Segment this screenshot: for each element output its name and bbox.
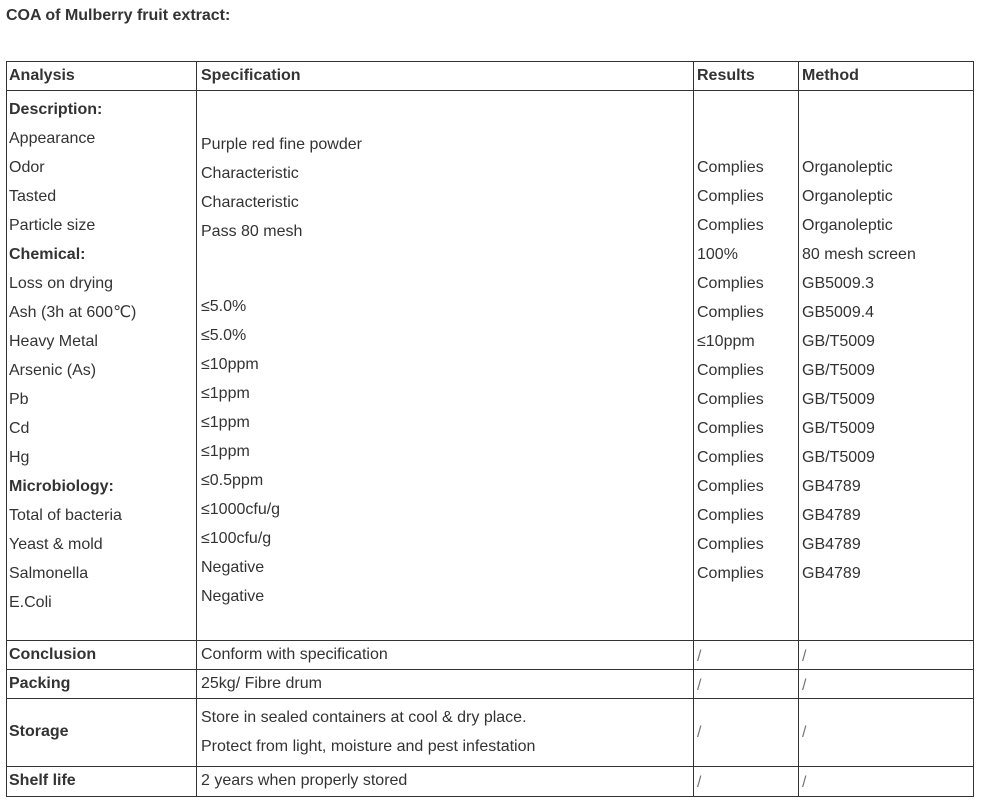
method-value: GB/T5009 [802,333,875,350]
method-value: GB/T5009 [802,362,875,379]
method-value: GB4789 [802,565,861,582]
result-value: Complies [697,217,764,234]
spec-value: Negative [201,559,265,576]
analysis-appearance: Appearance [9,130,96,147]
shelf-life-label: Shelf life [9,772,76,789]
storage-method: / [802,724,807,741]
analysis-odor: Odor [9,159,45,176]
header-results: Results [697,67,755,84]
spec-value: ≤1ppm [201,414,250,431]
packing-label: Packing [9,675,71,692]
row-divider [7,90,973,91]
result-value: Complies [697,362,764,379]
packing-method: / [802,677,807,694]
analysis-total-bacteria: Total of bacteria [9,507,122,524]
analysis-ecoli: E.Coli [9,594,52,611]
method-value: GB4789 [802,478,861,495]
shelf-life-spec: 2 years when properly stored [201,772,408,789]
spec-value: ≤1000cfu/g [201,501,281,518]
spec-value: ≤1ppm [201,385,250,402]
analysis-pb: Pb [9,391,29,408]
result-value: Complies [697,159,764,176]
analysis-hg: Hg [9,449,30,466]
result-value: Complies [697,507,764,524]
analysis-yeast-mold: Yeast & mold [9,536,103,553]
conclusion-label: Conclusion [9,646,97,663]
packing-result: / [697,677,702,694]
analysis-microbiology: Microbiology: [9,478,114,495]
method-value: GB4789 [802,536,861,553]
conclusion-spec: Conform with specification [201,646,388,663]
spec-value: ≤1ppm [201,443,250,460]
coa-table [6,61,974,797]
method-value: Organoleptic [802,188,893,205]
shelf-life-result: / [697,774,702,791]
analysis-ash: Ash (3h at 600℃) [9,304,137,321]
result-value: ≤10ppm [697,333,755,350]
result-value: Complies [697,449,764,466]
result-value: 100% [697,246,738,263]
row-divider [7,698,973,699]
spec-value: Pass 80 mesh [201,223,303,240]
method-value: GB/T5009 [802,420,875,437]
analysis-particle-size: Particle size [9,217,96,234]
analysis-chemical: Chemical: [9,246,86,263]
spec-value: Purple red fine powder [201,136,362,153]
analysis-heavy-metal: Heavy Metal [9,333,98,350]
method-value: GB4789 [802,507,861,524]
spec-value: Characteristic [201,194,299,211]
method-value: GB5009.4 [802,304,875,321]
analysis-arsenic: Arsenic (As) [9,362,97,379]
spec-value: ≤5.0% [201,298,247,315]
method-value: Organoleptic [802,159,893,176]
result-value: Complies [697,536,764,553]
row-divider [7,669,973,670]
col-divider [693,62,694,796]
col-divider [798,62,799,796]
result-value: Complies [697,420,764,437]
packing-spec: 25kg/ Fibre drum [201,675,322,692]
row-divider [7,640,973,641]
spec-value: Characteristic [201,165,299,182]
storage-result: / [697,724,702,741]
spec-value: ≤5.0% [201,327,247,344]
analysis-loss-on-drying: Loss on drying [9,275,114,292]
result-value: Complies [697,391,764,408]
header-analysis: Analysis [9,67,75,84]
row-divider [7,766,973,767]
result-value: Complies [697,478,764,495]
result-value: Complies [697,565,764,582]
result-value: Complies [697,188,764,205]
page-title: COA of Mulberry fruit extract: [6,7,231,24]
storage-spec-line1: Store in sealed containers at cool & dry place. [201,709,527,726]
conclusion-method: / [802,648,807,665]
method-value: 80 mesh screen [802,246,916,263]
analysis-tasted: Tasted [9,188,57,205]
result-value: Complies [697,304,764,321]
col-divider [196,62,197,796]
method-value: GB5009.3 [802,275,875,292]
result-value: Complies [697,275,764,292]
spec-value: Negative [201,588,265,605]
header-method: Method [802,67,859,84]
analysis-description: Description: [9,101,103,118]
header-specification: Specification [201,67,301,84]
method-value: GB/T5009 [802,391,875,408]
storage-label: Storage [9,723,69,740]
spec-value: ≤10ppm [201,356,259,373]
method-value: Organoleptic [802,217,893,234]
analysis-salmonella: Salmonella [9,565,89,582]
method-value: GB/T5009 [802,449,875,466]
conclusion-result: / [697,648,702,665]
shelf-life-method: / [802,774,807,791]
spec-value: ≤0.5ppm [201,472,264,489]
spec-value: ≤100cfu/g [201,530,272,547]
storage-spec-line2: Protect from light, moisture and pest infestation [201,738,536,755]
analysis-cd: Cd [9,420,30,437]
